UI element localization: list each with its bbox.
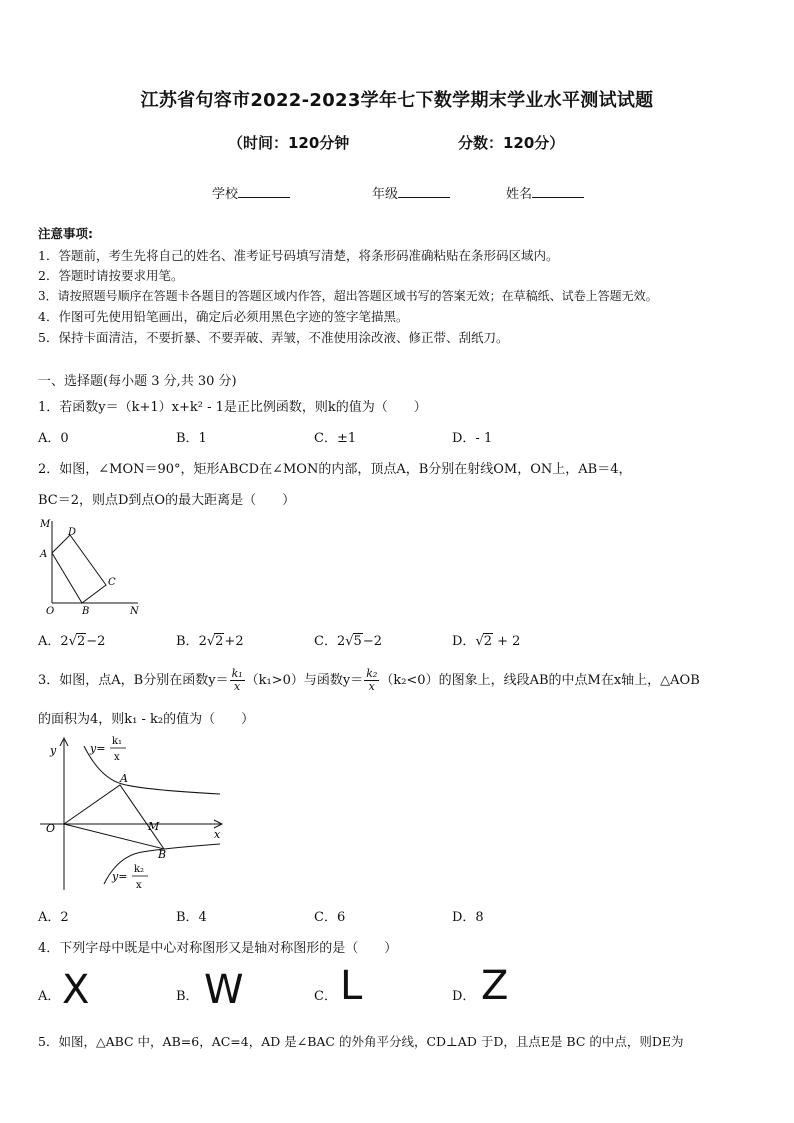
- school-label: 学校: [212, 187, 239, 202]
- section-heading: 一、选择题(每小题 3 分,共 30 分): [38, 374, 237, 389]
- q2-option-a: A．2√2−2: [38, 634, 106, 649]
- y-axis-label: y: [50, 744, 57, 757]
- q2-figure: [30, 515, 150, 615]
- q4-letter-w: W: [204, 967, 244, 1013]
- q4-option-a-label: A．: [38, 989, 61, 1004]
- frac-k2-over-x: $\frac{\text{k₂}}{x}$: [366, 667, 378, 694]
- label-b: B: [158, 848, 167, 861]
- exam-score: 分数：120分）: [458, 134, 565, 152]
- q2-stem-line2: BC＝2，则点D到点O的最大距离是（ ）: [38, 493, 296, 508]
- notice-item: 3．请按照题号顺序在答题卡各题目的答题区域内作答，超出答题区域书写的答案无效；在草稿纸、试卷上答题无效。: [38, 289, 658, 303]
- name-blank: [532, 185, 584, 198]
- q3-stem-line1: 3．如图，点A，B分别在函数y＝ $\frac{\text{k₁}}{x}$ （k₁>0）与函数y＝ $\frac{\text{k₂}}{x}$ （k₂<0）的图象上，线段AB的中点M在x轴上，△AOB: [38, 667, 700, 694]
- q1-option-a: A．0: [38, 431, 69, 446]
- q3-option-b: B．4: [176, 910, 207, 925]
- label-b: B: [82, 606, 90, 615]
- notice-item: 2．答题时请按要求用笔。: [38, 268, 184, 283]
- x-axis-label: x: [214, 828, 221, 841]
- notice-item: 5．保持卡面清洁，不要折暴、不要弄破、弄皱，不准使用涂改液、修正带、刮纸刀。: [38, 330, 509, 345]
- q1-option-c: C．±1: [314, 431, 357, 446]
- f2-num: k₂: [134, 864, 145, 875]
- label-a: A: [120, 772, 128, 785]
- label-d: D: [68, 527, 77, 538]
- origin-label: O: [46, 822, 56, 835]
- q5-stem: 5．如图，△ABC 中，AB=6，AC=4，AD 是∠BAC 的外角平分线，CD⊥AD 于D，且点E是 BC 的中点，则DE为: [38, 1034, 684, 1049]
- q4-option-d-label: D．: [452, 989, 476, 1004]
- q4-option-c-label: C．: [314, 989, 337, 1004]
- f2-prefix: y=: [112, 870, 128, 883]
- page-title: 江苏省句容市2022-2023学年七下数学期末学业水平测试试题: [140, 90, 654, 111]
- notice-item: 1．答题前，考生先将自己的姓名、准考证号码填写清楚，将条形码准确粘贴在条形码区域内。: [38, 248, 559, 263]
- q2-stem-line1: 2．如图，∠MON＝90°，矩形ABCD在∠MON的内部，顶点A，B分别在射线OM，ON上，AB＝4，: [38, 462, 632, 477]
- grade-label: 年级: [372, 187, 399, 202]
- q4-option-b-label: B．: [176, 989, 199, 1004]
- school-field: [212, 183, 290, 202]
- q1-stem: 1．若函数y＝（k+1）x+k² - 1是正比例函数，则k的值为（ ）: [38, 400, 427, 415]
- q3-option-a: A．2: [38, 910, 69, 925]
- q3-figure: [34, 732, 230, 896]
- label-c: C: [108, 577, 116, 588]
- q2-option-c: C．2√5−2: [314, 634, 382, 649]
- q3-option-c: C．6: [314, 910, 346, 925]
- q3-stem-line2: 的面积为4，则k₁ - k₂的值为（ ）: [38, 712, 255, 727]
- school-blank: [238, 185, 290, 198]
- triangle-aob: [64, 785, 164, 849]
- grade-blank: [398, 185, 450, 198]
- grade-field: [372, 183, 450, 202]
- label-a: A: [40, 549, 48, 560]
- name-field: [506, 183, 584, 202]
- notice-heading: 注意事项:: [38, 226, 93, 241]
- f1-num: k₁: [112, 736, 123, 747]
- notice-item: 4．作图可先使用铅笔画出，确定后必须用黑色字迹的签字笔描黑。: [38, 309, 409, 324]
- q1-option-d: D．- 1: [452, 431, 493, 446]
- q4-letter-l: L: [340, 963, 363, 1009]
- exam-time: （时间：120分钟: [228, 134, 350, 152]
- q4-letter-x: X: [62, 967, 90, 1013]
- label-o: O: [46, 606, 55, 615]
- f2-den: x: [136, 880, 142, 891]
- frac-k1-over-x: $\frac{\text{k₁}}{x}$: [231, 667, 243, 694]
- q2-option-b: B．2√2+2: [176, 634, 244, 649]
- label-m: M: [40, 519, 51, 530]
- q4-letter-z: Z: [481, 963, 509, 1009]
- label-n: N: [130, 606, 139, 615]
- name-label: 姓名: [506, 187, 533, 202]
- f1-prefix: y=: [90, 742, 106, 755]
- q2-option-d: D．√2 + 2: [452, 634, 521, 649]
- q1-option-b: B．1: [176, 431, 207, 446]
- q3-option-d: D．8: [452, 910, 484, 925]
- f1-den: x: [114, 752, 120, 763]
- q4-stem: 4．下列字母中既是中心对称图形又是轴对称图形的是（ ）: [38, 941, 398, 956]
- rectangle-abcd: [52, 535, 106, 603]
- label-m: M: [148, 820, 160, 833]
